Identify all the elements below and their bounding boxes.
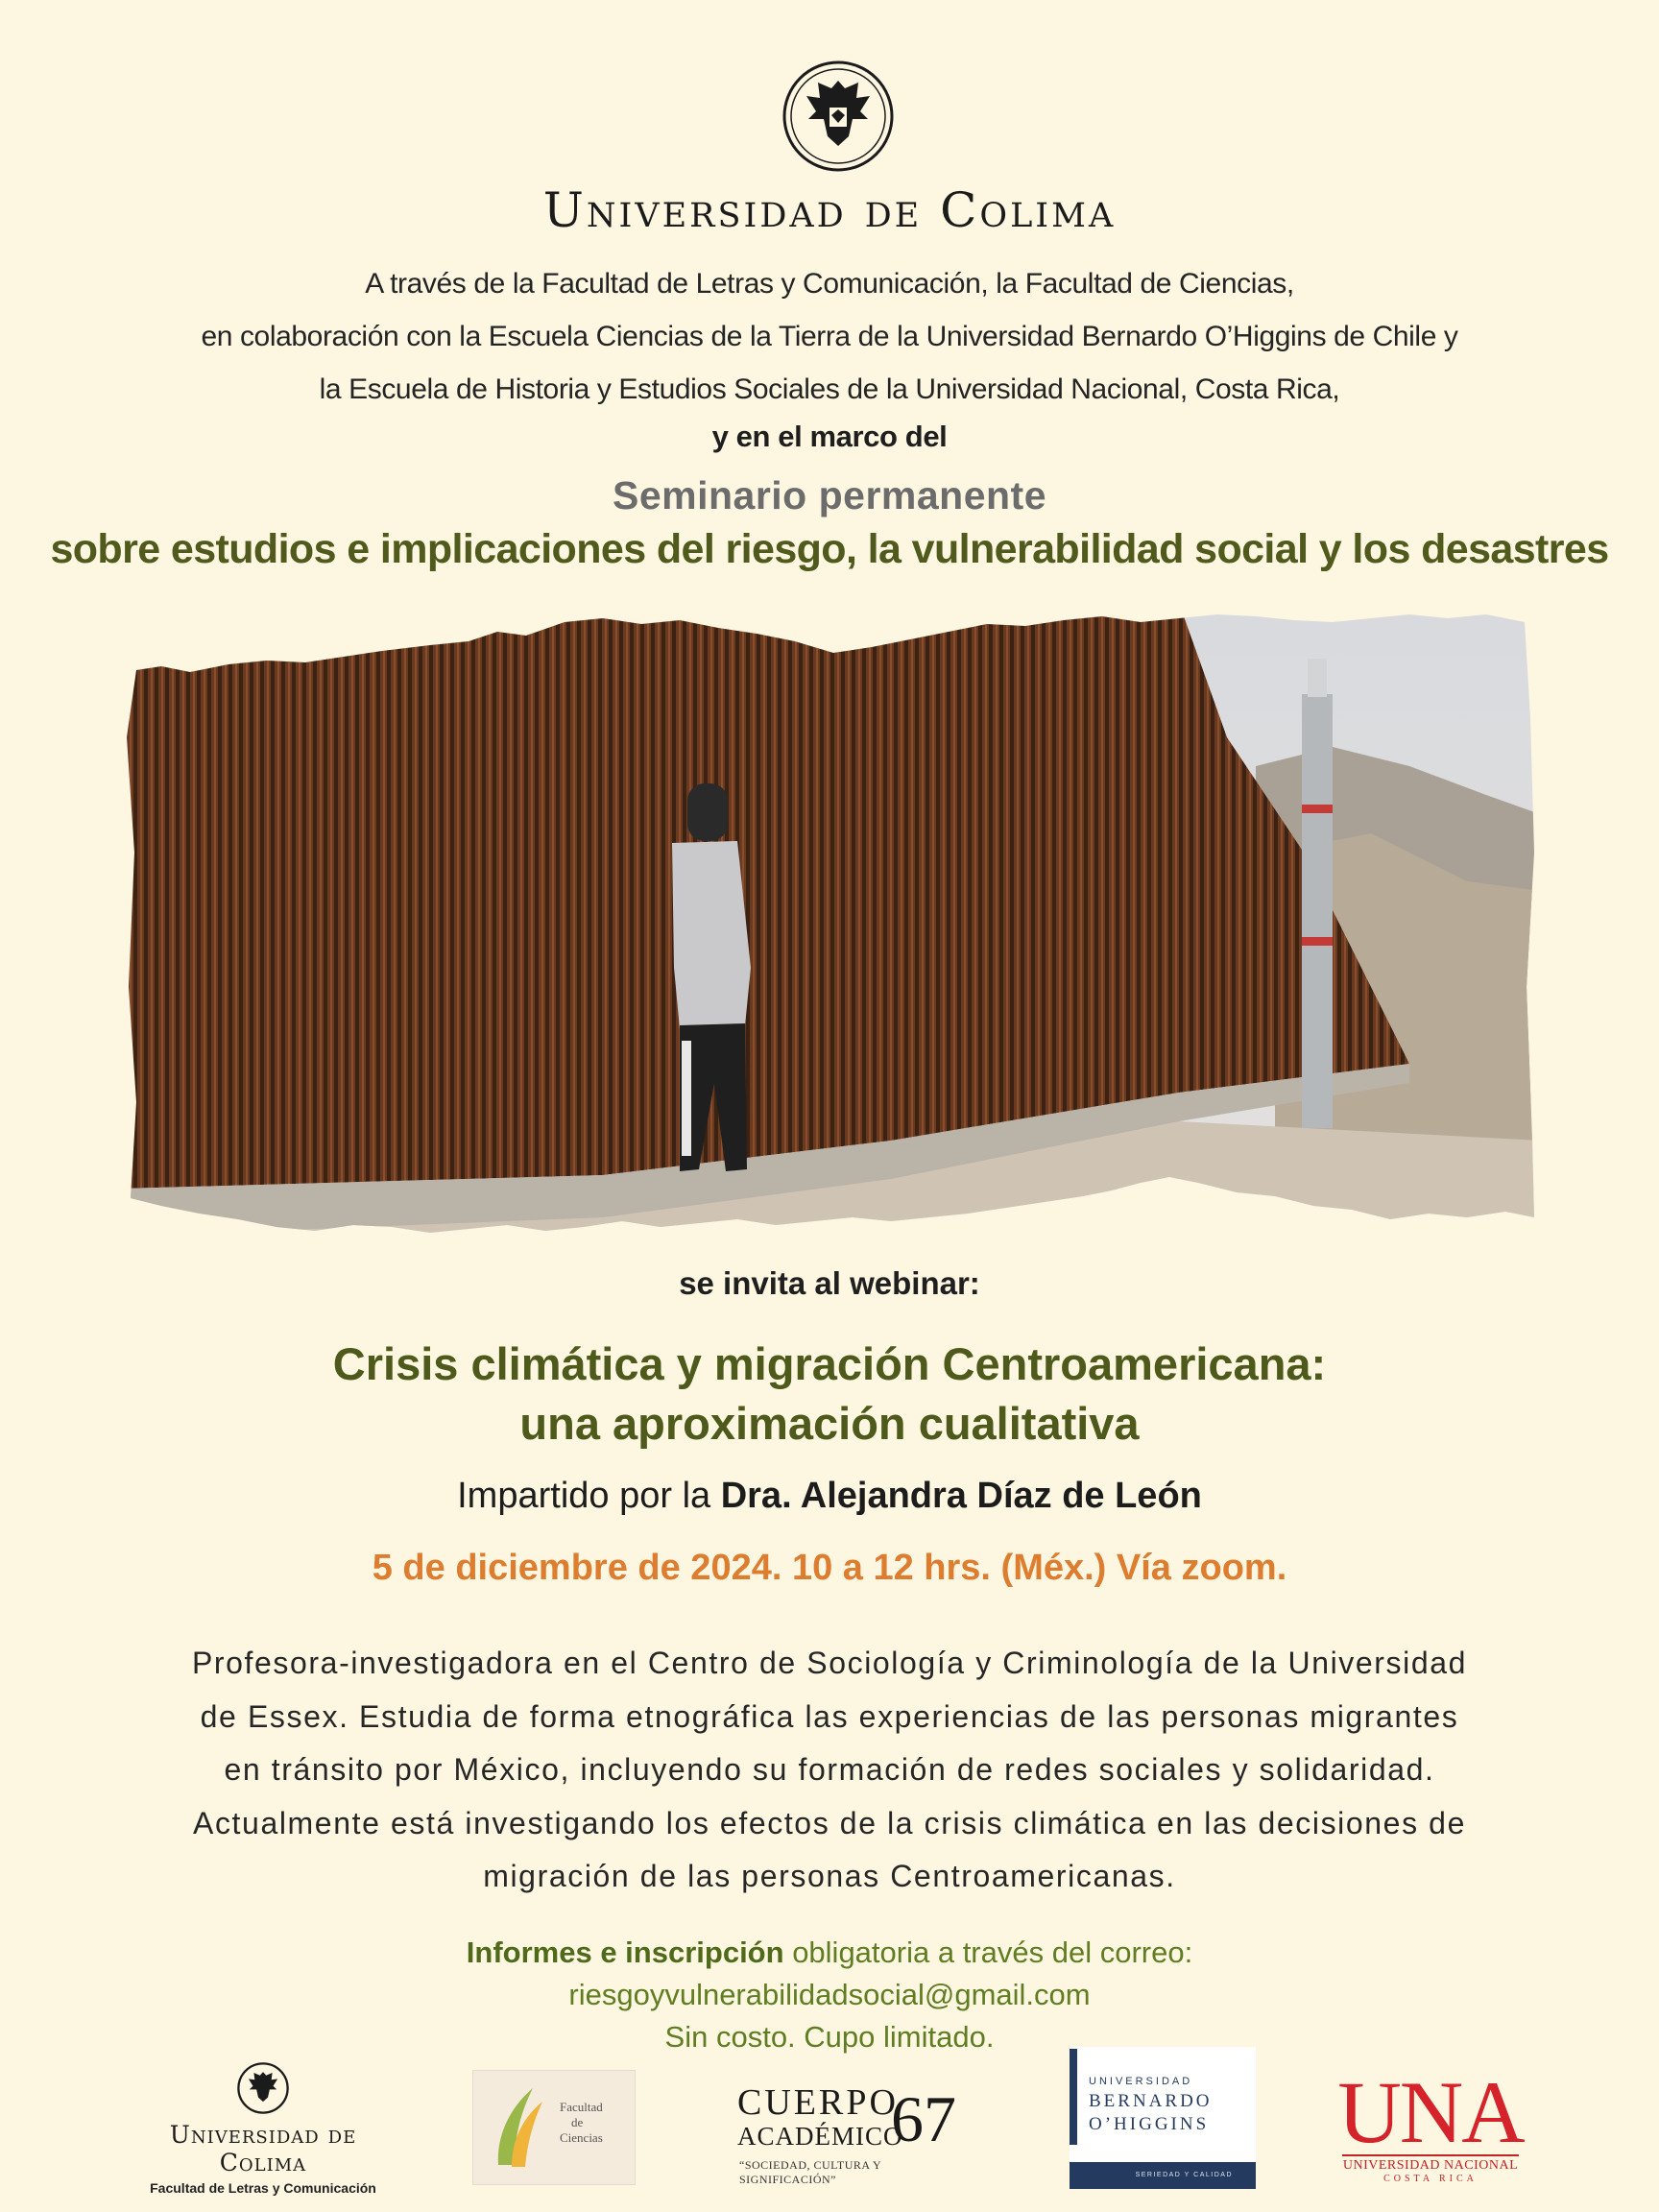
bio-line: de Essex. Estudia de forma etnográfica las experiencias de las personas migrantes	[200, 1698, 1459, 1734]
event-datetime: 5 de diciembre de 2024. 10 a 12 hrs. (Méx.) Vía zoom.	[372, 1548, 1287, 1588]
logo-ubo-line3: O’HIGGINS	[1089, 2114, 1210, 2134]
logo-ubo-line1: UNIVERSIDAD	[1089, 2076, 1193, 2087]
webinar-title-line2: una aproximación cualitativa	[519, 1398, 1140, 1449]
bio-line: Actualmente está investigando los efectos de la crisis climática en las decisiones de	[193, 1805, 1466, 1840]
logo-ca-line1: CUERPO	[737, 2082, 899, 2123]
logo-fc-line: de	[571, 2115, 584, 2129]
logo-ubo-footer-text: SERIEDAD Y CALIDAD	[1135, 2172, 1233, 2178]
logo-una-line2: COSTA RICA	[1383, 2174, 1478, 2184]
seminar-subtitle: sobre estudios e implicaciones del riesgo, la vulnerabilidad social y los desastres	[50, 526, 1609, 572]
webinar-title-line1: Crisis climática y migración Centroamericana:	[332, 1338, 1327, 1389]
speaker-name: Dra. Alejandra Díaz de León	[720, 1476, 1202, 1516]
university-name: Universidad de Colima	[542, 182, 1117, 238]
logo-ubo-footer	[1070, 2162, 1256, 2189]
bio-line: Profesora-investigadora en el Centro de Sociología y Criminología de la Universidad	[191, 1646, 1468, 1680]
marco-text: y en el marco del	[711, 420, 948, 453]
intro-line: la Escuela de Historia y Estudios Sociales de la Universidad Nacional, Costa Rica,	[319, 373, 1340, 405]
registration-label-bold: Informes e inscripción	[466, 1936, 784, 1969]
logo-ubo-bar	[1070, 2049, 1077, 2145]
logo-una-line1: UNIVERSIDAD NACIONAL	[1342, 2154, 1519, 2174]
invite-text: se invita al webinar:	[679, 1265, 980, 1301]
university-seal-small-icon	[237, 2062, 289, 2114]
university-seal-icon	[781, 60, 895, 173]
registration-label	[0, 1932, 1659, 1974]
speaker-prefix: Impartido por la	[457, 1476, 711, 1516]
logo-udc-name: Universidad de Colima	[169, 2121, 357, 2176]
logo-universidad-nacional	[1336, 2063, 1525, 2185]
registration-label-rest: obligatoria a través del correo:	[792, 1936, 1193, 1969]
logo-cuerpo-academico	[730, 2081, 977, 2186]
logo-universidad-de-colima	[134, 2062, 392, 2196]
logo-fc-line: Ciencias	[560, 2130, 603, 2145]
logo-ca-line2: ACADÉMICO	[737, 2122, 903, 2151]
bio-line: migración de las personas Centroamericanas.	[483, 1859, 1176, 1893]
logo-universidad-bernardo-ohiggins	[1070, 2047, 1256, 2189]
seminar-title: Seminario permanente	[612, 473, 1047, 517]
speaker-bio	[182, 1637, 1477, 1904]
ciencias-leaf-icon	[479, 2071, 556, 2184]
logo-una-big: UNA	[1337, 2063, 1524, 2161]
registration-info	[0, 1932, 1659, 2058]
intro-text	[0, 257, 1659, 416]
logo-ubo-line2: BERNARDO	[1089, 2091, 1213, 2111]
speaker-line	[0, 1476, 1659, 1517]
border-wall-photo	[123, 603, 1540, 1252]
logo-udc-faculty: Facultad de Letras y Comunicación	[150, 2180, 376, 2196]
registration-note: Sin costo. Cupo limitado.	[664, 2020, 995, 2054]
logo-facultad-de-ciencias	[472, 2070, 636, 2185]
registration-email[interactable]: riesgoyvulnerabilidadsocial@gmail.com	[568, 1978, 1091, 2011]
logo-fc-line: Facultad	[560, 2100, 603, 2114]
logo-fc-text	[560, 2100, 603, 2146]
logo-ca-tagline: “SOCIEDAD, CULTURA Y SIGNIFICACIÓN”	[739, 2158, 881, 2186]
logo-ca-number: 67	[891, 2082, 956, 2155]
bio-line: en tránsito por México, incluyendo su formación de redes sociales y solidaridad.	[224, 1752, 1435, 1787]
intro-line: en colaboración con la Escuela Ciencias de la Tierra de la Universidad Bernardo O’Higgins de Chile y	[201, 321, 1458, 352]
intro-line: A través de la Facultad de Letras y Comunicación, la Facultad de Ciencias,	[365, 268, 1294, 300]
